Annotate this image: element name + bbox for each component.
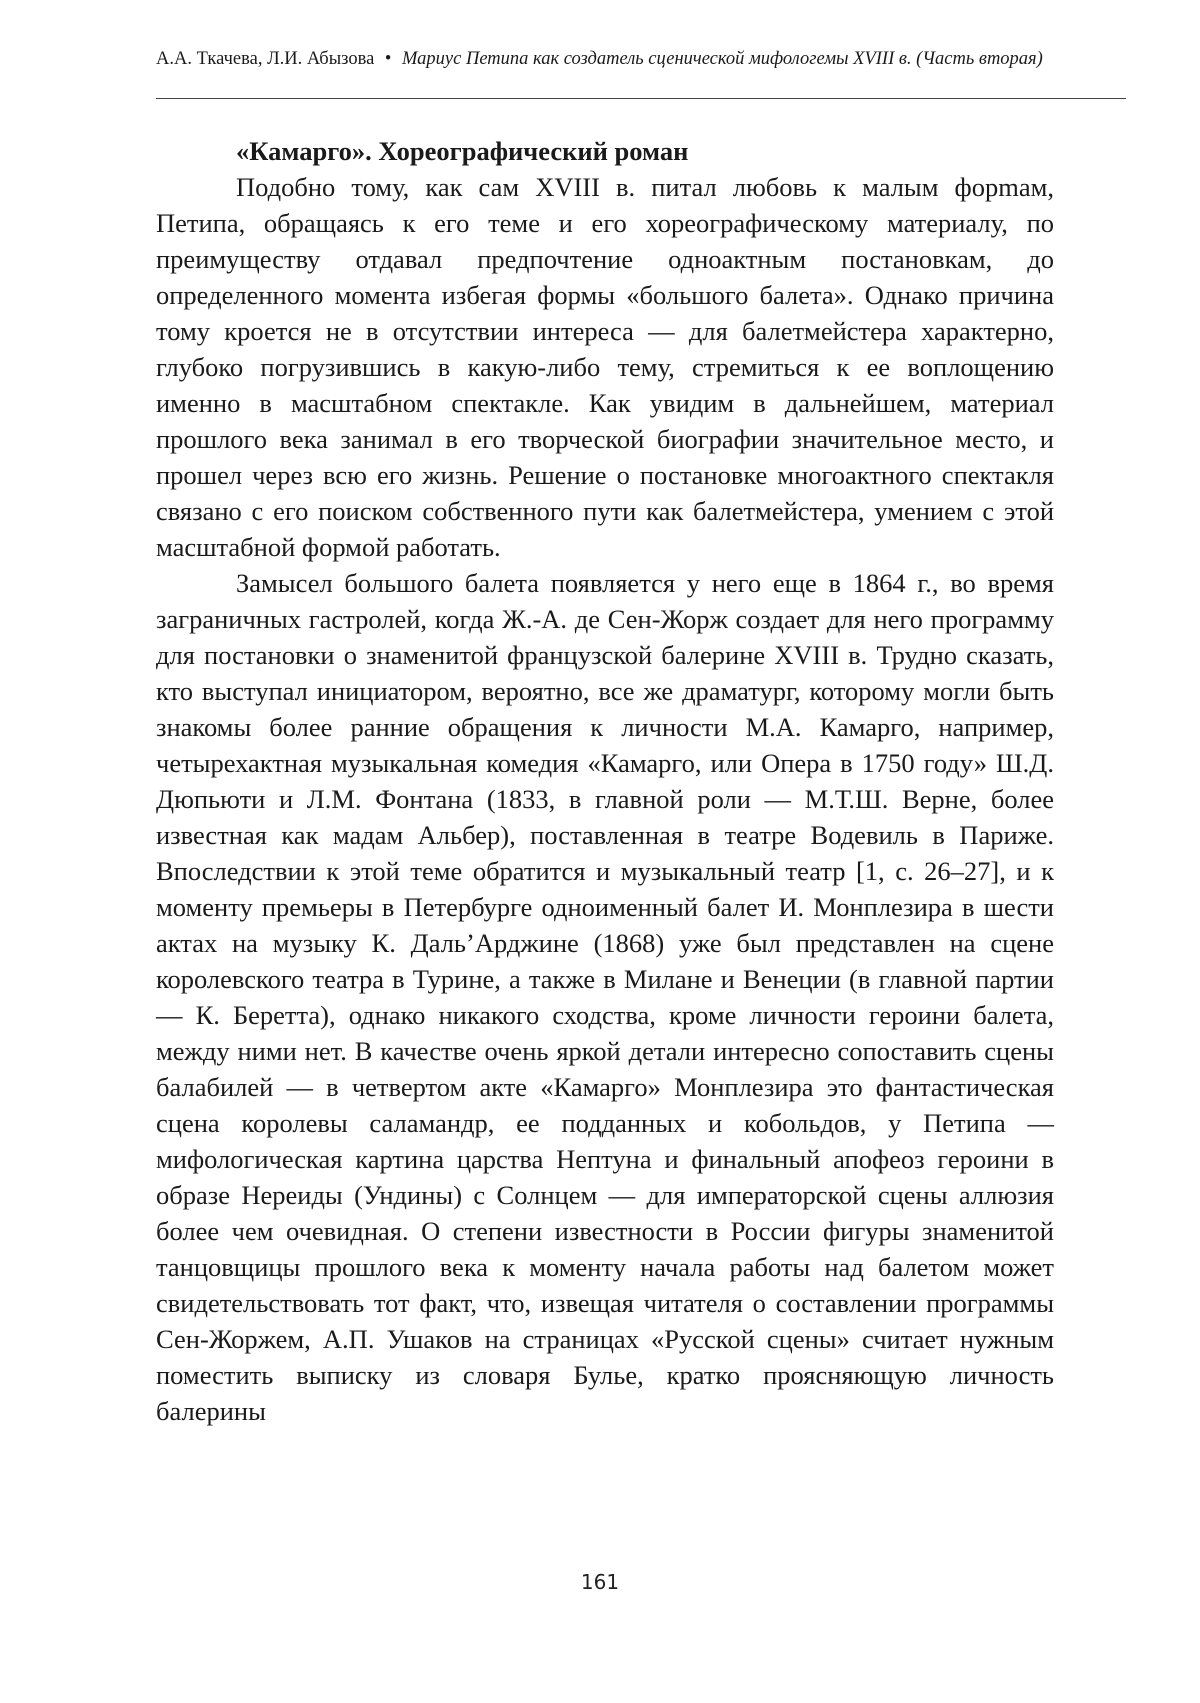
section-heading: «Камарго». Хореографический роман xyxy=(156,133,1054,169)
body-paragraph-2: Замысел большого балета появляется у него еще в 1864 г., во время заграничных гастролей, когда Ж.-А. де Сен-Жорж созда­ет для него программу для постановки о знаменитой французской балерине XVIII в. Трудно сказать, кто выступал инициатором, ве­роятно, все же драматург, которому могли быть знакомы более ран­ние обращения к личности М.А. Камарго, например, четырехактная музыкальная комедия «Камарго, или Опера в 1750 году» Ш.Д. Дю­пьюти и Л.М. Фонтана (1833, в главной роли — М.Т.Ш. Верне, более известная как мадам Альбер), поставленная в театре Во­девиль в Париже. Впоследствии к этой теме обратится и музы­кальный театр [1, с. 26–27], и к моменту премьеры в Петербур­ге одноименный балет И. Монплезира в шести актах на музыку К. Даль’Арджине (1868) уже был представлен на сцене королев­ского театра в Турине, а также в Милане и Венеции (в главной партии — К. Беретта), однако никакого сходства, кроме личности героини балета, между ними нет. В качестве очень яркой дета­ли интересно сопоставить сцены балабилей — в четвертом акте «Камарго» Монплезира это фантастическая сцена королевы сала­мандр, ее подданных и кобольдов, у Петипа — мифологическая картина царства Нептуна и финальный апофеоз героини в образе Нереиды (Ундины) с Солнцем — для императорской сцены аллю­зия более чем очевидная. О степени известности в России фигуры знаменитой танцовщицы прошлого века к моменту начала рабо­ты над балетом может свидетельствовать тот факт, что, извещая читателя о составлении программы Сен-Жоржем, А.П. Ушаков на страницах «Русской сцены» считает нужным поместить выпи­ску из словаря Булье, кратко проясняющую личность балерины xyxy=(156,565,1054,1429)
running-head-article-title: Мариус Петипа как создатель сценической мифологемы XVIII в. (Часть вторая) xyxy=(402,49,1043,69)
article-body xyxy=(156,133,1054,1429)
header-divider xyxy=(156,98,1126,99)
body-paragraph-1: Подобно тому, как сам XVIII в. питал любовь к малым фор­mам, Петипа, обращаясь к его теме и его хореографическому ма­териалу, по преимуществу отдавал предпочтение одноактным по­становкам, до определенного момента избегая формы «большого балета». Однако причина тому кроется не в отсутствии интере­са — для балетмейстера характерно, глубоко погрузившись в ка­кую-либо тему, стремиться к ее воплощению именно в масштаб­ном спектакле. Как увидим в дальнейшем, материал прошлого века занимал в его творческой биографии значительное место, и прошел через всю его жизнь. Решение о постановке многоактного спектакля связано с его поиском собственного пути как балетмей­стера, умением с этой масштабной формой работать. xyxy=(156,169,1054,565)
running-head-authors: А.А. Ткачева, Л.И. Абызова xyxy=(156,49,374,69)
running-head-separator: • xyxy=(379,49,397,69)
page-number: 161 xyxy=(0,1570,1200,1594)
running-head xyxy=(156,48,1126,70)
